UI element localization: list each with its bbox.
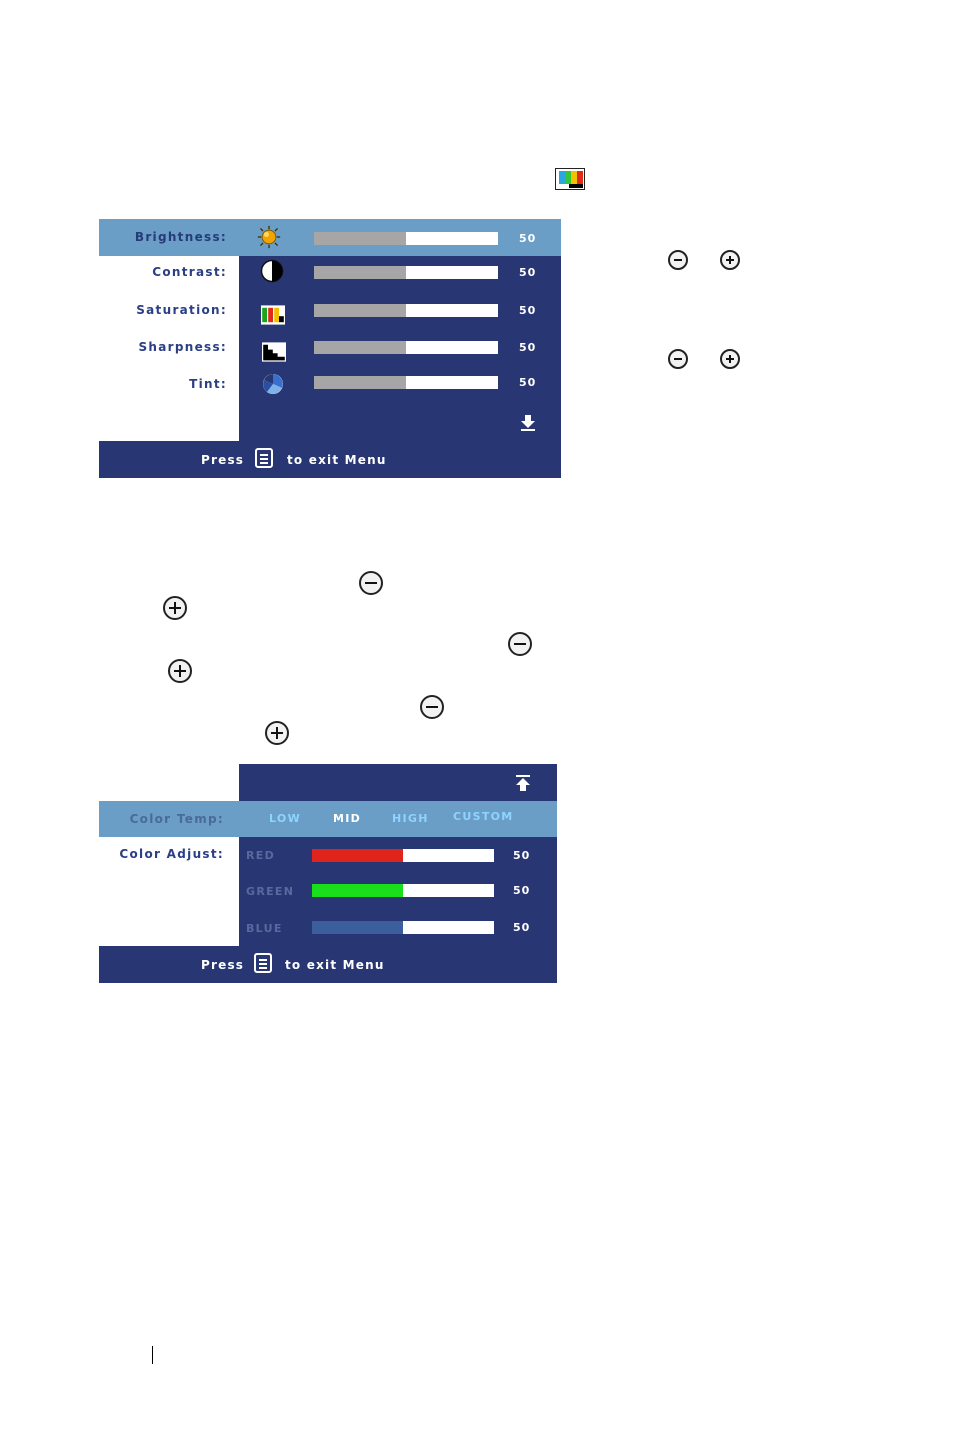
picture-settings-icon [555, 168, 585, 190]
menu-button-icon [254, 953, 272, 973]
contrast-icon [260, 259, 284, 283]
blue-label: BLUE [246, 922, 283, 935]
footer-press-text: Press [201, 453, 245, 467]
red-label: RED [246, 849, 276, 862]
decrease-button-icon [420, 695, 444, 719]
sun-icon [257, 225, 281, 249]
tint-icon [261, 372, 285, 396]
color-adjust-label: Color Adjust: [119, 847, 224, 861]
tint-slider[interactable] [314, 376, 498, 389]
contrast-label: Contrast: [152, 265, 227, 279]
scroll-up-arrow-icon[interactable] [515, 774, 531, 792]
menu-footer [99, 441, 561, 478]
sharpness-icon [262, 340, 286, 364]
scroll-down-arrow-icon[interactable] [520, 414, 536, 432]
color-temp-option-high[interactable]: HIGH [392, 812, 429, 825]
increase-button-icon [720, 349, 740, 369]
tint-label: Tint: [189, 377, 227, 391]
footer-exit-text: to exit Menu [287, 453, 387, 467]
increase-button-icon [720, 250, 740, 270]
footer-exit-text: to exit Menu [285, 958, 385, 972]
saturation-icon [261, 303, 285, 327]
menu-footer [99, 946, 557, 983]
picture-osd-menu [99, 219, 561, 478]
decrease-button-icon [359, 571, 383, 595]
blue-slider[interactable] [312, 921, 494, 934]
contrast-value: 50 [519, 266, 537, 279]
footer-press-text: Press [201, 958, 245, 972]
red-slider[interactable] [312, 849, 494, 862]
blue-value: 50 [513, 921, 531, 934]
color-temp-option-low[interactable]: LOW [269, 812, 302, 825]
color-temp-option-mid[interactable]: MID [333, 812, 362, 825]
decrease-button-icon [668, 250, 688, 270]
brightness-slider[interactable] [314, 232, 498, 245]
color-temp-label: Color Temp: [129, 812, 224, 826]
brightness-label: Brightness: [134, 230, 227, 244]
sharpness-label: Sharpness: [138, 340, 227, 354]
color-osd-menu [99, 764, 557, 983]
decrease-button-icon [508, 632, 532, 656]
green-slider[interactable] [312, 884, 494, 897]
contrast-slider[interactable] [314, 266, 498, 279]
green-label: GREEN [246, 885, 295, 898]
saturation-label: Saturation: [136, 303, 227, 317]
tint-value: 50 [519, 376, 537, 389]
page-margin-rule [152, 1346, 153, 1364]
saturation-value: 50 [519, 304, 537, 317]
sharpness-slider[interactable] [314, 341, 498, 354]
brightness-value: 50 [519, 232, 537, 245]
red-value: 50 [513, 849, 531, 862]
menu-label-column-top [99, 764, 239, 801]
increase-button-icon [163, 596, 187, 620]
sharpness-value: 50 [519, 341, 537, 354]
saturation-slider[interactable] [314, 304, 498, 317]
decrease-button-icon [668, 349, 688, 369]
increase-button-icon [168, 659, 192, 683]
increase-button-icon [265, 721, 289, 745]
color-temp-option-custom[interactable]: CUSTOM [453, 810, 514, 823]
menu-button-icon [255, 448, 273, 468]
green-value: 50 [513, 884, 531, 897]
